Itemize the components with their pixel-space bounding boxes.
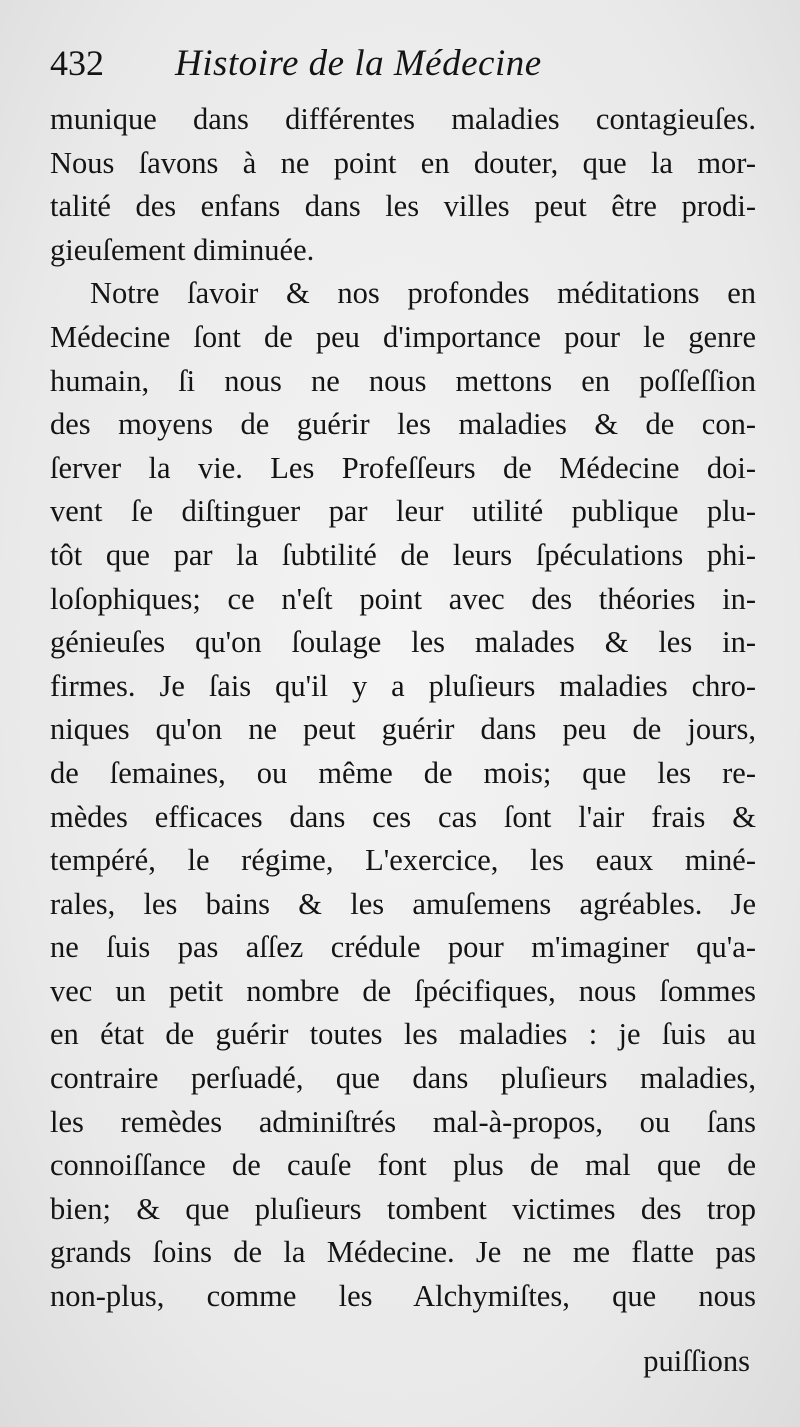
text-line: connoiſſance de cauſe font plus de mal que de bbox=[50, 1148, 756, 1183]
text-line: ne ſuis pas aſſez crédule pour m'imaginer qu'a- bbox=[50, 930, 756, 965]
text-line: grands ſoins de la Médecine. Je ne me flatte pas bbox=[50, 1235, 756, 1270]
text-line: ſerver la vie. Les Profeſſeurs de Médecine doi- bbox=[50, 450, 756, 485]
text-line: non-plus, comme les Alchymiſtes, que nous bbox=[50, 1279, 756, 1314]
text-line: vec un petit nombre de ſpécifiques, nous ſommes bbox=[50, 973, 756, 1008]
catchword: puiſſions bbox=[643, 1344, 750, 1378]
body-text bbox=[50, 98, 756, 1319]
text-line: contraire perſuadé, que dans pluſieurs maladies, bbox=[50, 1061, 756, 1096]
text-line: talité des enfans dans les villes peut être prodi- bbox=[50, 189, 756, 224]
text-line: Médecine ſont de peu d'importance pour le genre bbox=[50, 319, 756, 354]
text-line: bien; & que pluſieurs tombent victimes des trop bbox=[50, 1191, 756, 1226]
text-line: mèdes efficaces dans ces cas ſont l'air frais & bbox=[50, 799, 756, 834]
text-line: tôt que par la ſubtilité de leurs ſpéculations phi- bbox=[50, 537, 756, 572]
text-line: des moyens de guérir les maladies & de con- bbox=[50, 407, 756, 442]
text-line: de ſemaines, ou même de mois; que les re- bbox=[50, 755, 756, 790]
text-line: loſophiques; ce n'eſt point avec des théories in- bbox=[50, 581, 756, 616]
text-line: tempéré, le régime, L'exercice, les eaux miné- bbox=[50, 843, 756, 878]
text-line: génieuſes qu'on ſoulage les malades & les in- bbox=[50, 625, 756, 660]
page-header bbox=[50, 42, 542, 98]
text-line: en état de guérir toutes les maladies : je ſuis au bbox=[50, 1017, 756, 1052]
text-line: Nous ſavons à ne point en douter, que la mor- bbox=[50, 145, 756, 180]
text-line: gieuſement diminuée. bbox=[50, 232, 315, 267]
paragraph-2 bbox=[50, 272, 756, 1318]
text-line: munique dans différentes maladies contagieuſes. bbox=[50, 102, 756, 136]
text-line: Notre ſavoir & nos profondes méditations en bbox=[90, 276, 756, 311]
page-number: 432 bbox=[50, 43, 104, 83]
text-line: humain, ſi nous ne nous mettons en poſſeſſion bbox=[50, 363, 756, 398]
paragraph-1 bbox=[50, 98, 756, 272]
text-line: rales, les bains & les amuſemens agréables. Je bbox=[50, 886, 756, 921]
text-line: firmes. Je ſais qu'il y a pluſieurs maladies chro- bbox=[50, 668, 756, 703]
text-line: les remèdes adminiſtrés mal-à-propos, ou ſans bbox=[50, 1104, 756, 1139]
text-line: niques qu'on ne peut guérir dans peu de jours, bbox=[50, 712, 756, 747]
running-title: Histoire de la Médecine bbox=[175, 43, 542, 84]
text-line: vent ſe diſtinguer par leur utilité publique plu- bbox=[50, 494, 756, 529]
